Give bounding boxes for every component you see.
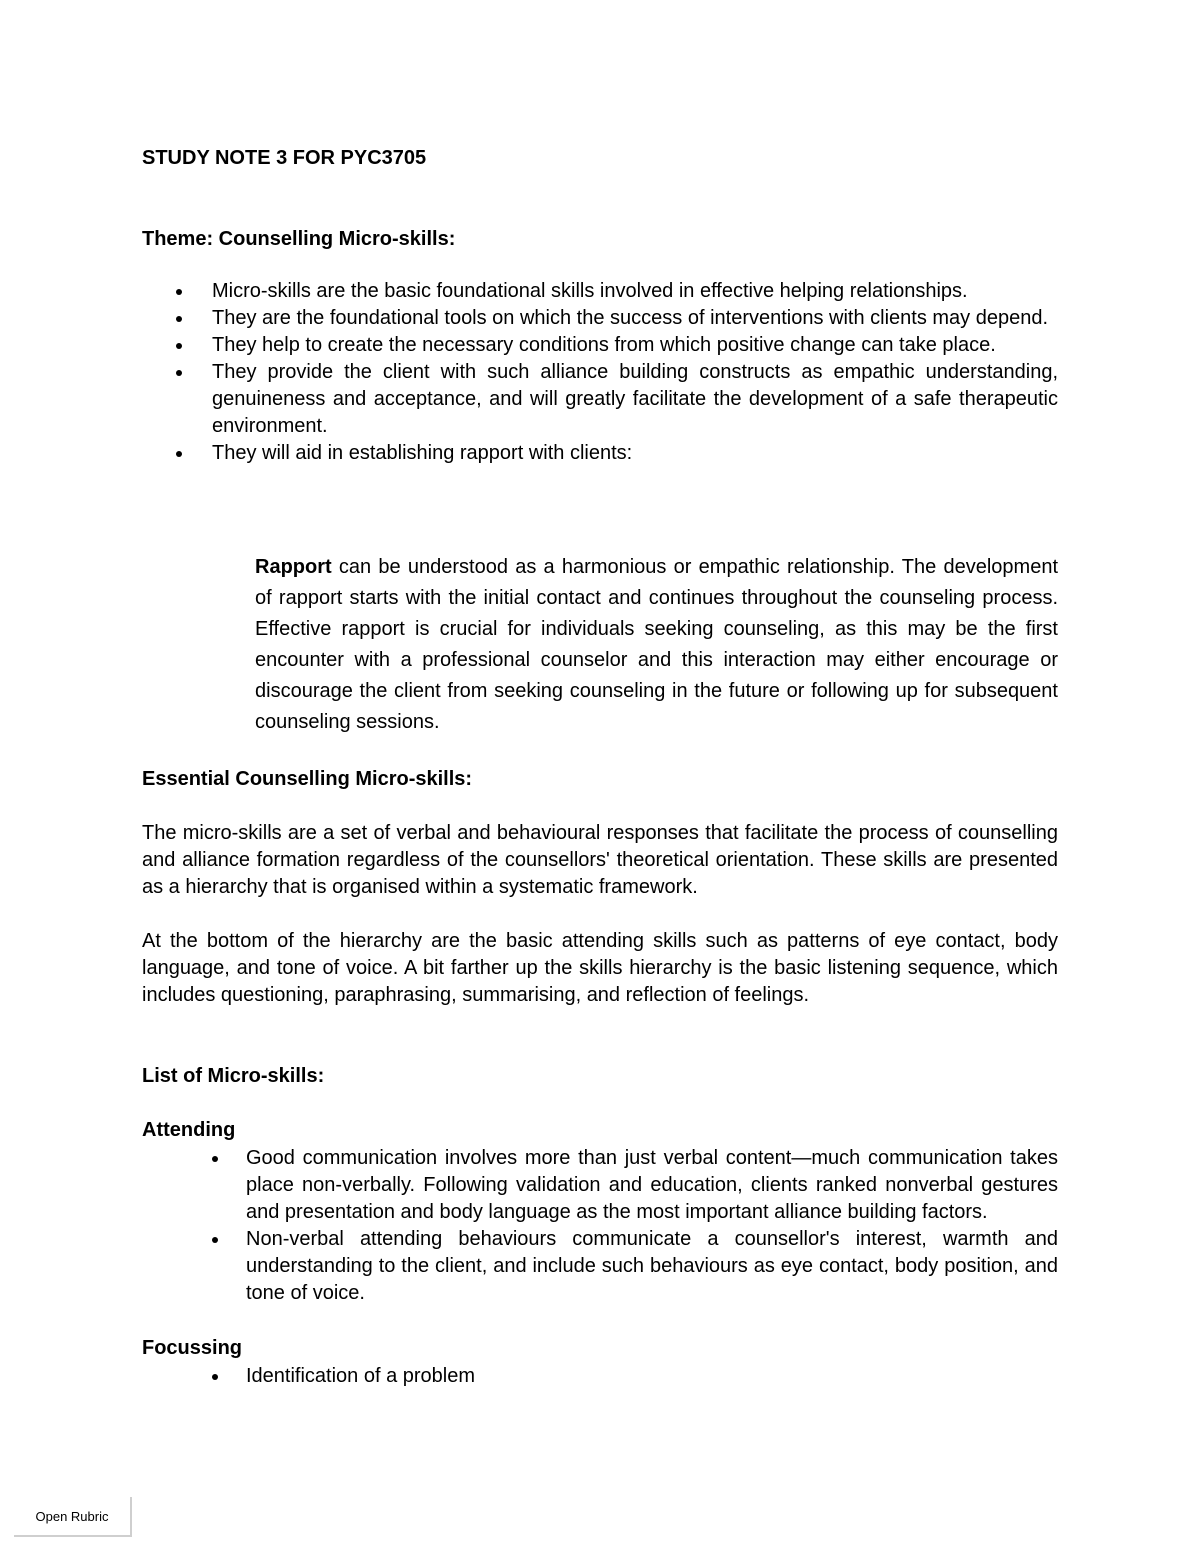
list-heading: List of Micro-skills: bbox=[142, 1065, 325, 1087]
essential-heading: Essential Counselling Micro-skills: bbox=[142, 768, 473, 790]
bullet-text: Identification of a problem bbox=[246, 1365, 476, 1387]
theme-heading: Theme: Counselling Micro-skills: bbox=[142, 228, 456, 250]
list-item bbox=[212, 278, 1058, 305]
list-item bbox=[246, 1145, 1058, 1226]
bullet-icon bbox=[176, 316, 182, 322]
rapport-text: can be understood as a harmonious or empathic relationship. The development of rapport starts with the initial contact and continues throughout the counseling process. Effective rapport is crucial for individuals seeking counseling, as this may be the first encounter with a professional counselor and this interaction may either encourage or discourage the client from seeking counseling in the future or following up for subsequent counseling sessions. bbox=[255, 556, 1058, 733]
rapport-term: Rapport bbox=[255, 556, 332, 578]
list-item bbox=[246, 1363, 1058, 1390]
list-item bbox=[212, 332, 1058, 359]
bullet-icon bbox=[176, 370, 182, 376]
bullet-icon bbox=[212, 1237, 218, 1243]
essential-paragraph-1: The micro-skills are a set of verbal and behavioural responses that facilitate the process of counselling and alliance formation regardless of the counsellors' theoretical orientation. These skills are presented as a hierarchy that is organised within a systematic framework. bbox=[142, 822, 1058, 898]
essential-paragraph-2: At the bottom of the hierarchy are the basic attending skills such as patterns of eye contact, body language, and tone of voice. A bit farther up the skills hierarchy is the basic listening sequence, which includes questioning, paraphrasing, summarising, and reflection of feelings. bbox=[142, 930, 1058, 1006]
rapport-definition bbox=[255, 552, 1058, 738]
bullet-text: Non-verbal attending behaviours communicate a counsellor's interest, warmth and understanding to the client, and include such behaviours as eye contact, body position, and tone of voice. bbox=[246, 1228, 1058, 1304]
bullet-text: They will aid in establishing rapport with clients: bbox=[212, 442, 633, 464]
list-item bbox=[212, 305, 1058, 332]
list-item bbox=[212, 440, 1058, 467]
list-item bbox=[212, 359, 1058, 440]
bullet-icon bbox=[212, 1156, 218, 1162]
focussing-heading: Focussing bbox=[142, 1337, 243, 1359]
bullet-text: Good communication involves more than just verbal content—much communication takes place non-verbally. Following validation and education, clients ranked nonverbal gestures and presentation and body language as the most important alliance building factors. bbox=[246, 1147, 1058, 1223]
bullet-icon bbox=[176, 289, 182, 295]
theme-bullet-list bbox=[212, 278, 1058, 467]
bullet-icon bbox=[176, 451, 182, 457]
bullet-text: They help to create the necessary conditions from which positive change can take place. bbox=[212, 334, 996, 356]
bullet-icon bbox=[176, 343, 182, 349]
document-title: STUDY NOTE 3 FOR PYC3705 bbox=[142, 147, 427, 169]
bullet-icon bbox=[212, 1374, 218, 1380]
open-rubric-button[interactable]: Open Rubric bbox=[14, 1497, 132, 1537]
attending-bullet-list bbox=[246, 1145, 1058, 1307]
bullet-text: They are the foundational tools on which the success of interventions with clients may depend. bbox=[212, 307, 1049, 329]
focussing-bullet-list bbox=[246, 1363, 1058, 1390]
list-item bbox=[246, 1226, 1058, 1307]
bullet-text: Micro-skills are the basic foundational skills involved in effective helping relationships. bbox=[212, 280, 968, 302]
attending-heading: Attending bbox=[142, 1119, 236, 1141]
bullet-text: They provide the client with such alliance building constructs as empathic understanding, genuineness and acceptance, and will greatly facilitate the development of a safe therapeutic environment. bbox=[212, 361, 1058, 437]
